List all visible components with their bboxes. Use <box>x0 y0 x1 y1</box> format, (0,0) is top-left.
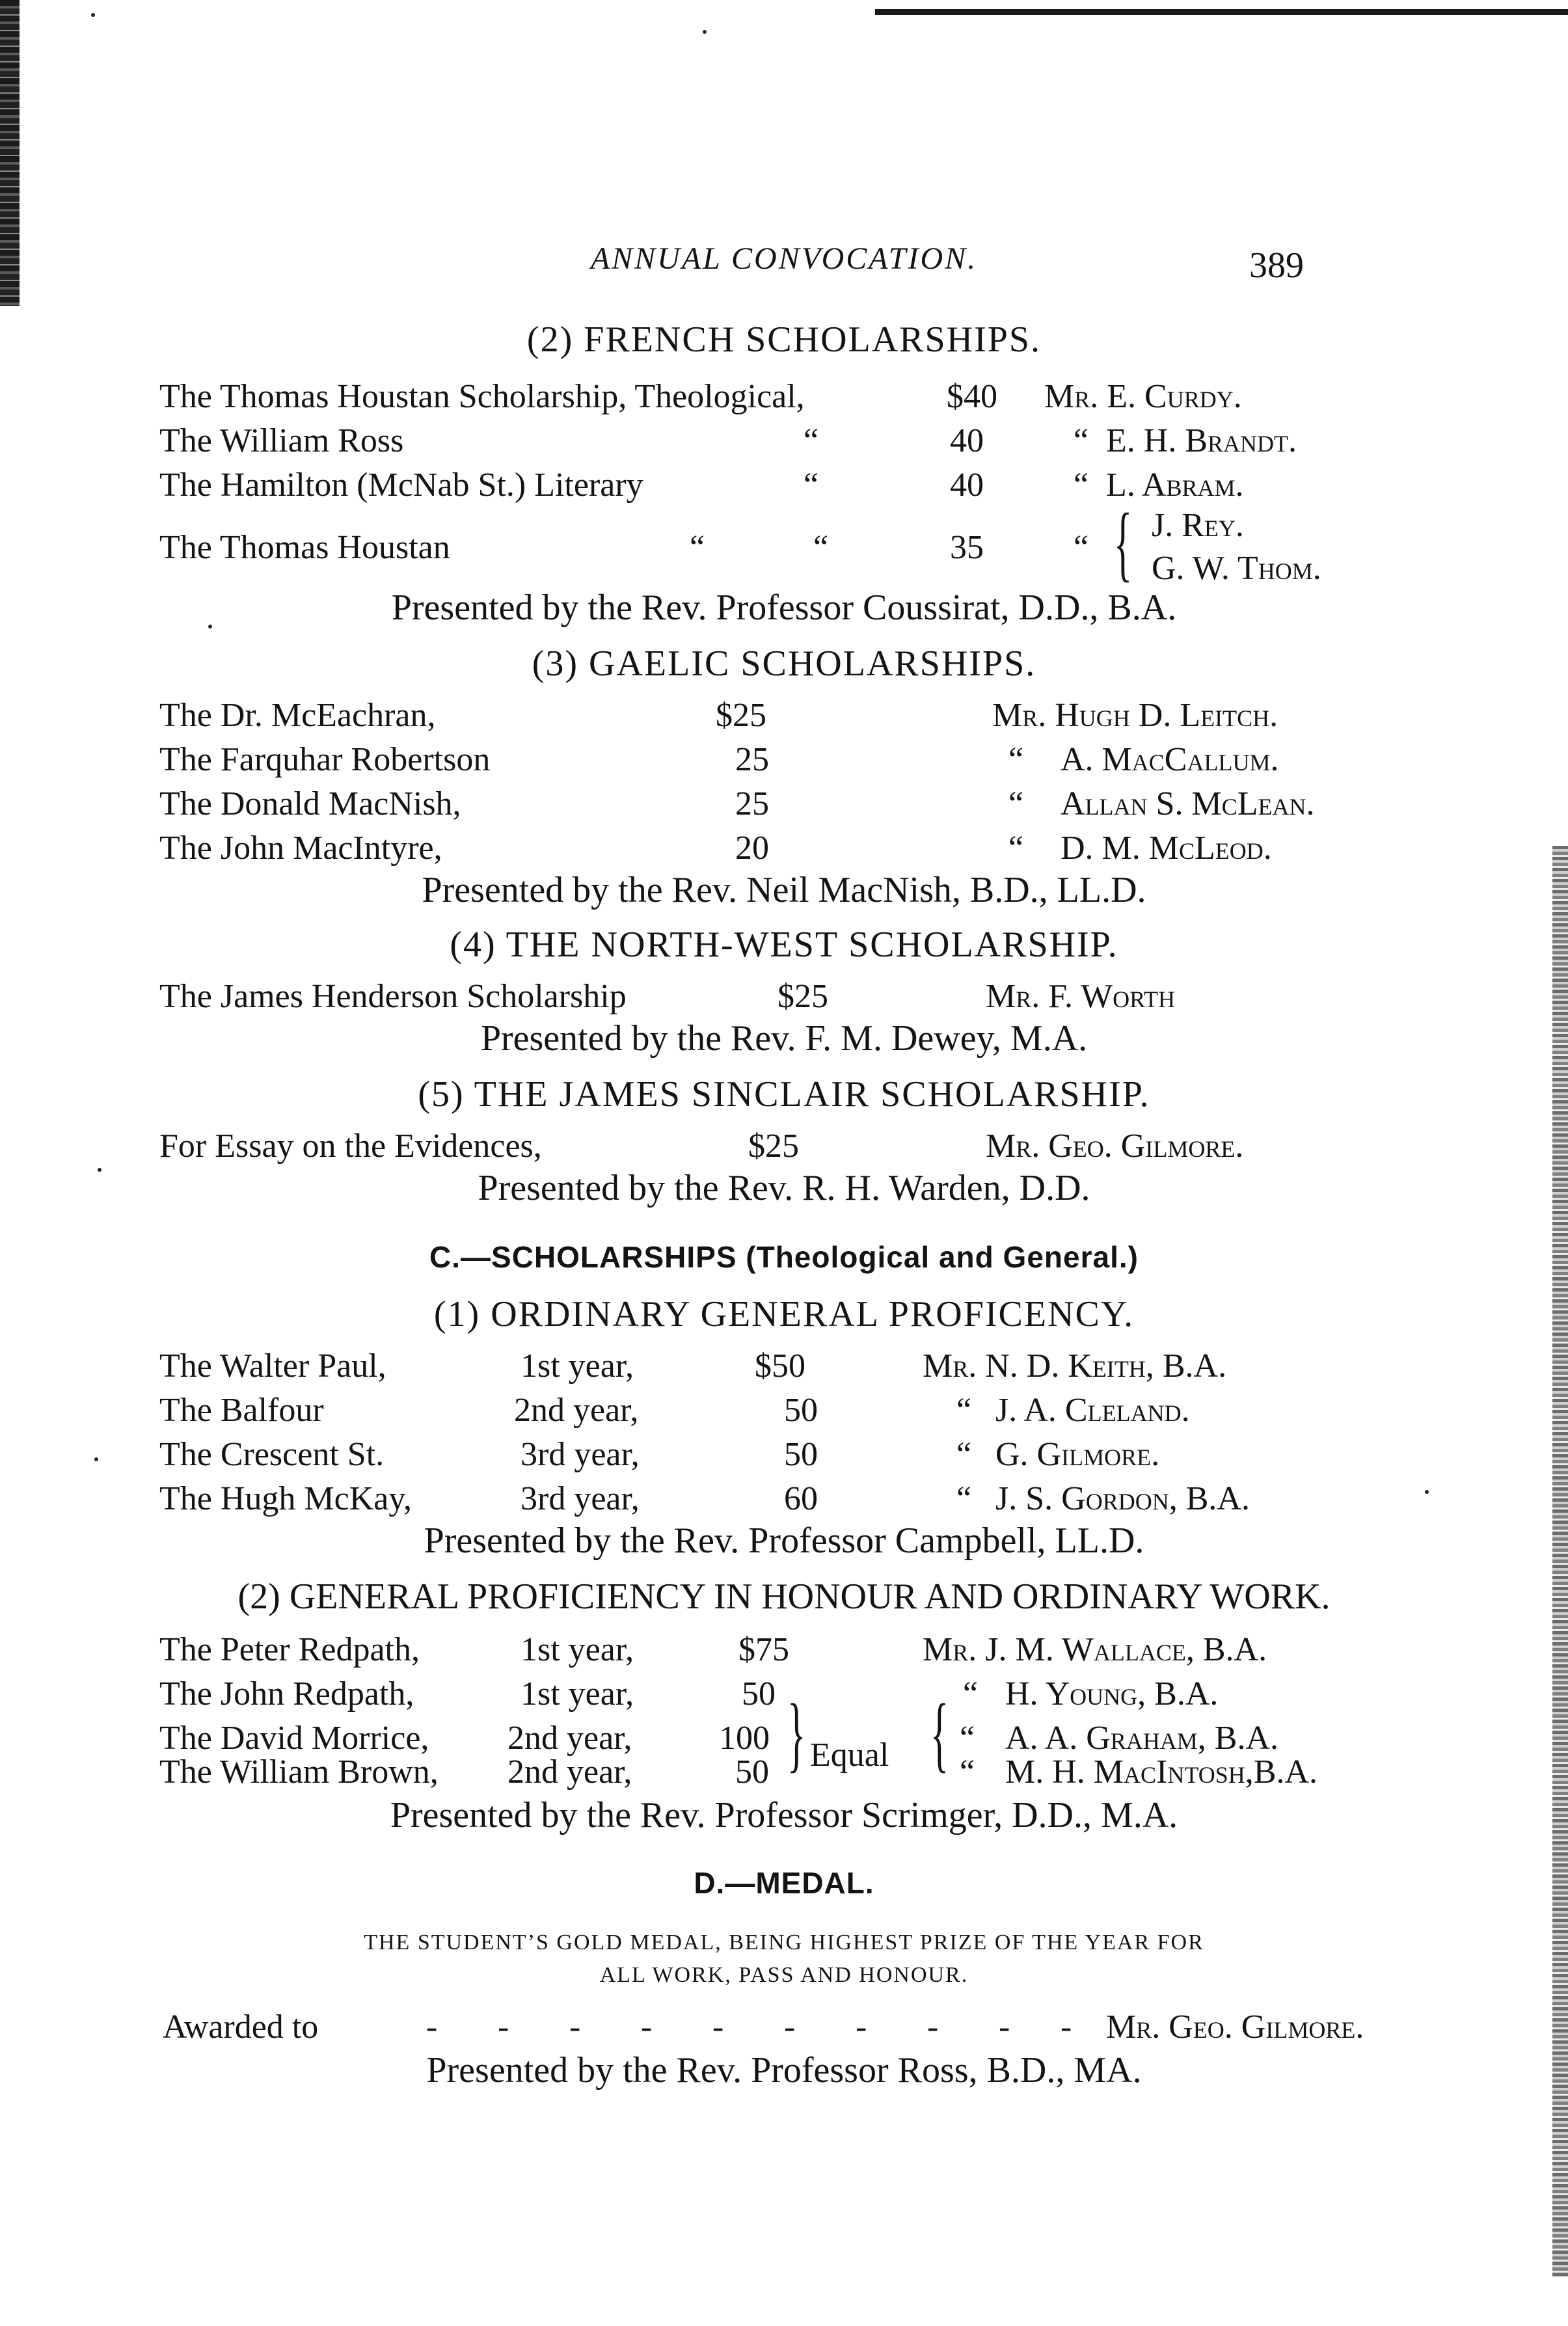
sinclair-presented: Presented by the Rev. R. H. Warden, D.D. <box>478 1168 1090 1208</box>
amount: $25 <box>777 978 828 1015</box>
ordinary-title: (1) ORDINARY GENERAL PROFICENCY. <box>433 1294 1135 1334</box>
ditto-mark: “ <box>956 1480 972 1517</box>
winner: D. M. McLeod. <box>1061 830 1272 867</box>
year: 2nd year, <box>507 1753 632 1791</box>
scholarship-name: The Balfour <box>159 1392 324 1429</box>
table-row <box>0 825 1568 872</box>
winner: Mr. E. Curdy. <box>1044 378 1242 415</box>
table-row <box>0 1732 1568 1779</box>
ditto-mark: “ <box>804 467 819 504</box>
winner: H. Young, B.A. <box>1005 1675 1219 1712</box>
winner: L. Abram. <box>1106 467 1244 504</box>
winner: Mr. Hugh D. Leitch. <box>992 697 1278 734</box>
table-row <box>0 1431 1568 1478</box>
winner: Mr. Geo. Gilmore. <box>986 1128 1244 1165</box>
year: 2nd year, <box>514 1392 639 1429</box>
top-rule <box>875 9 1568 15</box>
table-row <box>0 781 1568 828</box>
ditto-mark: “ <box>960 1753 975 1791</box>
leader-dash: - <box>1061 2008 1072 2046</box>
winner: G. W. Thom. <box>1152 550 1321 587</box>
brace-icon: { <box>930 1687 949 1781</box>
scholarship-name: The Hugh McKay, <box>159 1480 412 1517</box>
speck <box>703 30 707 34</box>
ditto-mark: “ <box>1074 467 1089 504</box>
medal-description-line1: THE STUDENT’S GOLD MEDAL, BEING HIGHEST PRIZE OF THE YEAR FOR <box>364 1930 1204 1954</box>
scholarship-name: The Thomas Houstan <box>159 529 450 566</box>
amount: 60 <box>784 1480 818 1517</box>
winner: J. S. Gordon, B.A. <box>995 1480 1250 1517</box>
table-row <box>0 1343 1568 1390</box>
scholarship-name: The Farquhar Robertson <box>159 741 491 778</box>
section-c-title: C.—SCHOLARSHIPS (Theological and General.) <box>429 1240 1139 1274</box>
ditto-mark: “ <box>963 1675 979 1712</box>
amount: 50 <box>784 1436 818 1473</box>
amount: $25 <box>716 697 766 734</box>
table-row <box>0 502 1568 549</box>
scholarship-name: The Peter Redpath, <box>159 1631 420 1668</box>
equal-label: Equal <box>810 1737 889 1774</box>
scholarship-name: The John Redpath, <box>159 1675 414 1712</box>
gaelic-title: (3) GAELIC SCHOLARSHIPS. <box>532 643 1036 684</box>
scholarship-name: The Thomas Houstan Scholarship, Theological, <box>159 378 805 415</box>
medal-presented: Presented by the Rev. Professor Ross, B.D., MA. <box>426 2050 1142 2090</box>
winner: Mr. Geo. Gilmore. <box>1106 2008 1364 2046</box>
ditto-mark: “ <box>804 422 819 459</box>
speck <box>91 13 95 17</box>
amount: 25 <box>735 785 769 822</box>
ditto-mark: “ <box>956 1392 972 1429</box>
winner: A. A. Graham, B.A. <box>1005 1720 1279 1757</box>
scholarship-name: The Dr. McEachran, <box>159 697 436 734</box>
leader-dash: - <box>784 2008 796 2046</box>
northwest-title: (4) THE NORTH-WEST SCHOLARSHIP. <box>450 925 1118 965</box>
amount: 35 <box>950 529 984 566</box>
scholarship-name: The William Brown, <box>159 1753 439 1791</box>
winner: J. Rey. <box>1152 507 1244 544</box>
ditto-mark: “ <box>1074 422 1089 459</box>
table-row <box>0 1476 1568 1522</box>
amount: 25 <box>735 741 769 778</box>
scholarship-name: The Crescent St. <box>159 1436 385 1473</box>
amount: $40 <box>947 378 997 415</box>
table-row <box>0 1123 1568 1170</box>
leader-dash: - <box>498 2008 509 2046</box>
year: 3rd year, <box>520 1436 640 1473</box>
brace-icon: } <box>787 1687 806 1781</box>
section-d-title: D.—MEDAL. <box>694 1866 874 1900</box>
winner: J. A. Cleland. <box>995 1392 1190 1429</box>
ditto-mark: “ <box>1008 741 1024 778</box>
leader-dash: - <box>856 2008 867 2046</box>
scholarship-name: For Essay on the Evidences, <box>159 1128 542 1165</box>
sinclair-title: (5) THE JAMES SINCLAIR SCHOLARSHIP. <box>418 1074 1150 1115</box>
winner: E. H. Brandt. <box>1106 422 1297 459</box>
year: 1st year, <box>520 1675 634 1712</box>
amount: 50 <box>742 1675 776 1712</box>
gaelic-presented: Presented by the Rev. Neil MacNish, B.D., LL.D. <box>422 870 1146 910</box>
year: 3rd year, <box>520 1480 640 1517</box>
ditto-mark: “ <box>813 529 829 566</box>
scholarship-name: The Walter Paul, <box>159 1347 386 1385</box>
leader-dash: - <box>999 2008 1010 2046</box>
table-row <box>0 373 1568 420</box>
winner: Mr. F. Worth <box>986 978 1175 1015</box>
ditto-mark: “ <box>956 1436 972 1473</box>
year: 1st year, <box>520 1631 634 1668</box>
winner: M. H. MacIntosh,B.A. <box>1005 1753 1318 1791</box>
winner: G. Gilmore. <box>995 1436 1160 1473</box>
leader-dash: - <box>927 2008 939 2046</box>
french-presented: Presented by the Rev. Professor Coussirat, D.D., B.A. <box>391 588 1177 628</box>
table-row <box>0 692 1568 739</box>
amount: 40 <box>950 467 984 504</box>
winner: A. MacCallum. <box>1061 741 1279 778</box>
amount: $25 <box>748 1128 799 1165</box>
table-row <box>0 418 1568 465</box>
french-title: (2) FRENCH SCHOLARSHIPS. <box>526 319 1042 360</box>
year: 1st year, <box>520 1347 634 1385</box>
table-row <box>0 1671 1568 1718</box>
leader-dash: - <box>712 2008 724 2046</box>
scholarship-name: The William Ross <box>159 422 404 459</box>
leader-dash: - <box>641 2008 653 2046</box>
table-row <box>0 737 1568 783</box>
table-row <box>0 973 1568 1020</box>
winner: Mr. J. M. Wallace, B.A. <box>923 1631 1267 1668</box>
ditto-mark: “ <box>1008 785 1024 822</box>
leader-dash: - <box>426 2008 438 2046</box>
scholarship-name: The David Morrice, <box>159 1720 429 1757</box>
medal-description-line2: ALL WORK, PASS AND HONOUR. <box>599 1963 969 1987</box>
honour-title: (2) GENERAL PROFICIENCY IN HONOUR AND ORDINARY WORK. <box>237 1576 1331 1617</box>
page-number: 389 <box>1249 245 1304 286</box>
scholarship-name: The John MacIntyre, <box>159 830 442 867</box>
ordinary-presented: Presented by the Rev. Professor Campbell, LL.D. <box>424 1521 1144 1561</box>
amount: 100 <box>719 1720 770 1757</box>
scholarship-name: The Hamilton (McNab St.) Literary <box>159 467 643 504</box>
amount: 20 <box>735 830 769 867</box>
amount: 50 <box>784 1392 818 1429</box>
winner: Allan S. McLean. <box>1061 785 1315 822</box>
amount: $75 <box>738 1631 789 1668</box>
honour-presented: Presented by the Rev. Professor Scrimger, D.D., M.A. <box>390 1795 1178 1835</box>
ditto-mark: “ <box>690 529 705 566</box>
brace-icon: { <box>1114 496 1133 590</box>
amount: 40 <box>950 422 984 459</box>
amount: 50 <box>735 1753 769 1791</box>
year: 2nd year, <box>507 1720 632 1757</box>
scholarship-name: The Donald MacNish, <box>159 785 461 822</box>
table-row <box>0 1387 1568 1434</box>
awarded-label: Awarded to <box>163 2008 319 2046</box>
running-head: ANNUAL CONVOCATION. <box>590 241 978 276</box>
ditto-mark: “ <box>1074 529 1089 566</box>
amount: $50 <box>755 1347 805 1385</box>
ditto-mark: “ <box>960 1720 975 1757</box>
ditto-mark: “ <box>1008 830 1024 867</box>
northwest-presented: Presented by the Rev. F. M. Dewey, M.A. <box>480 1018 1088 1059</box>
scholarship-name: The James Henderson Scholarship <box>159 978 627 1015</box>
leader-dash: - <box>569 2008 581 2046</box>
winner: Mr. N. D. Keith, B.A. <box>923 1347 1227 1385</box>
table-row <box>0 1627 1568 1673</box>
